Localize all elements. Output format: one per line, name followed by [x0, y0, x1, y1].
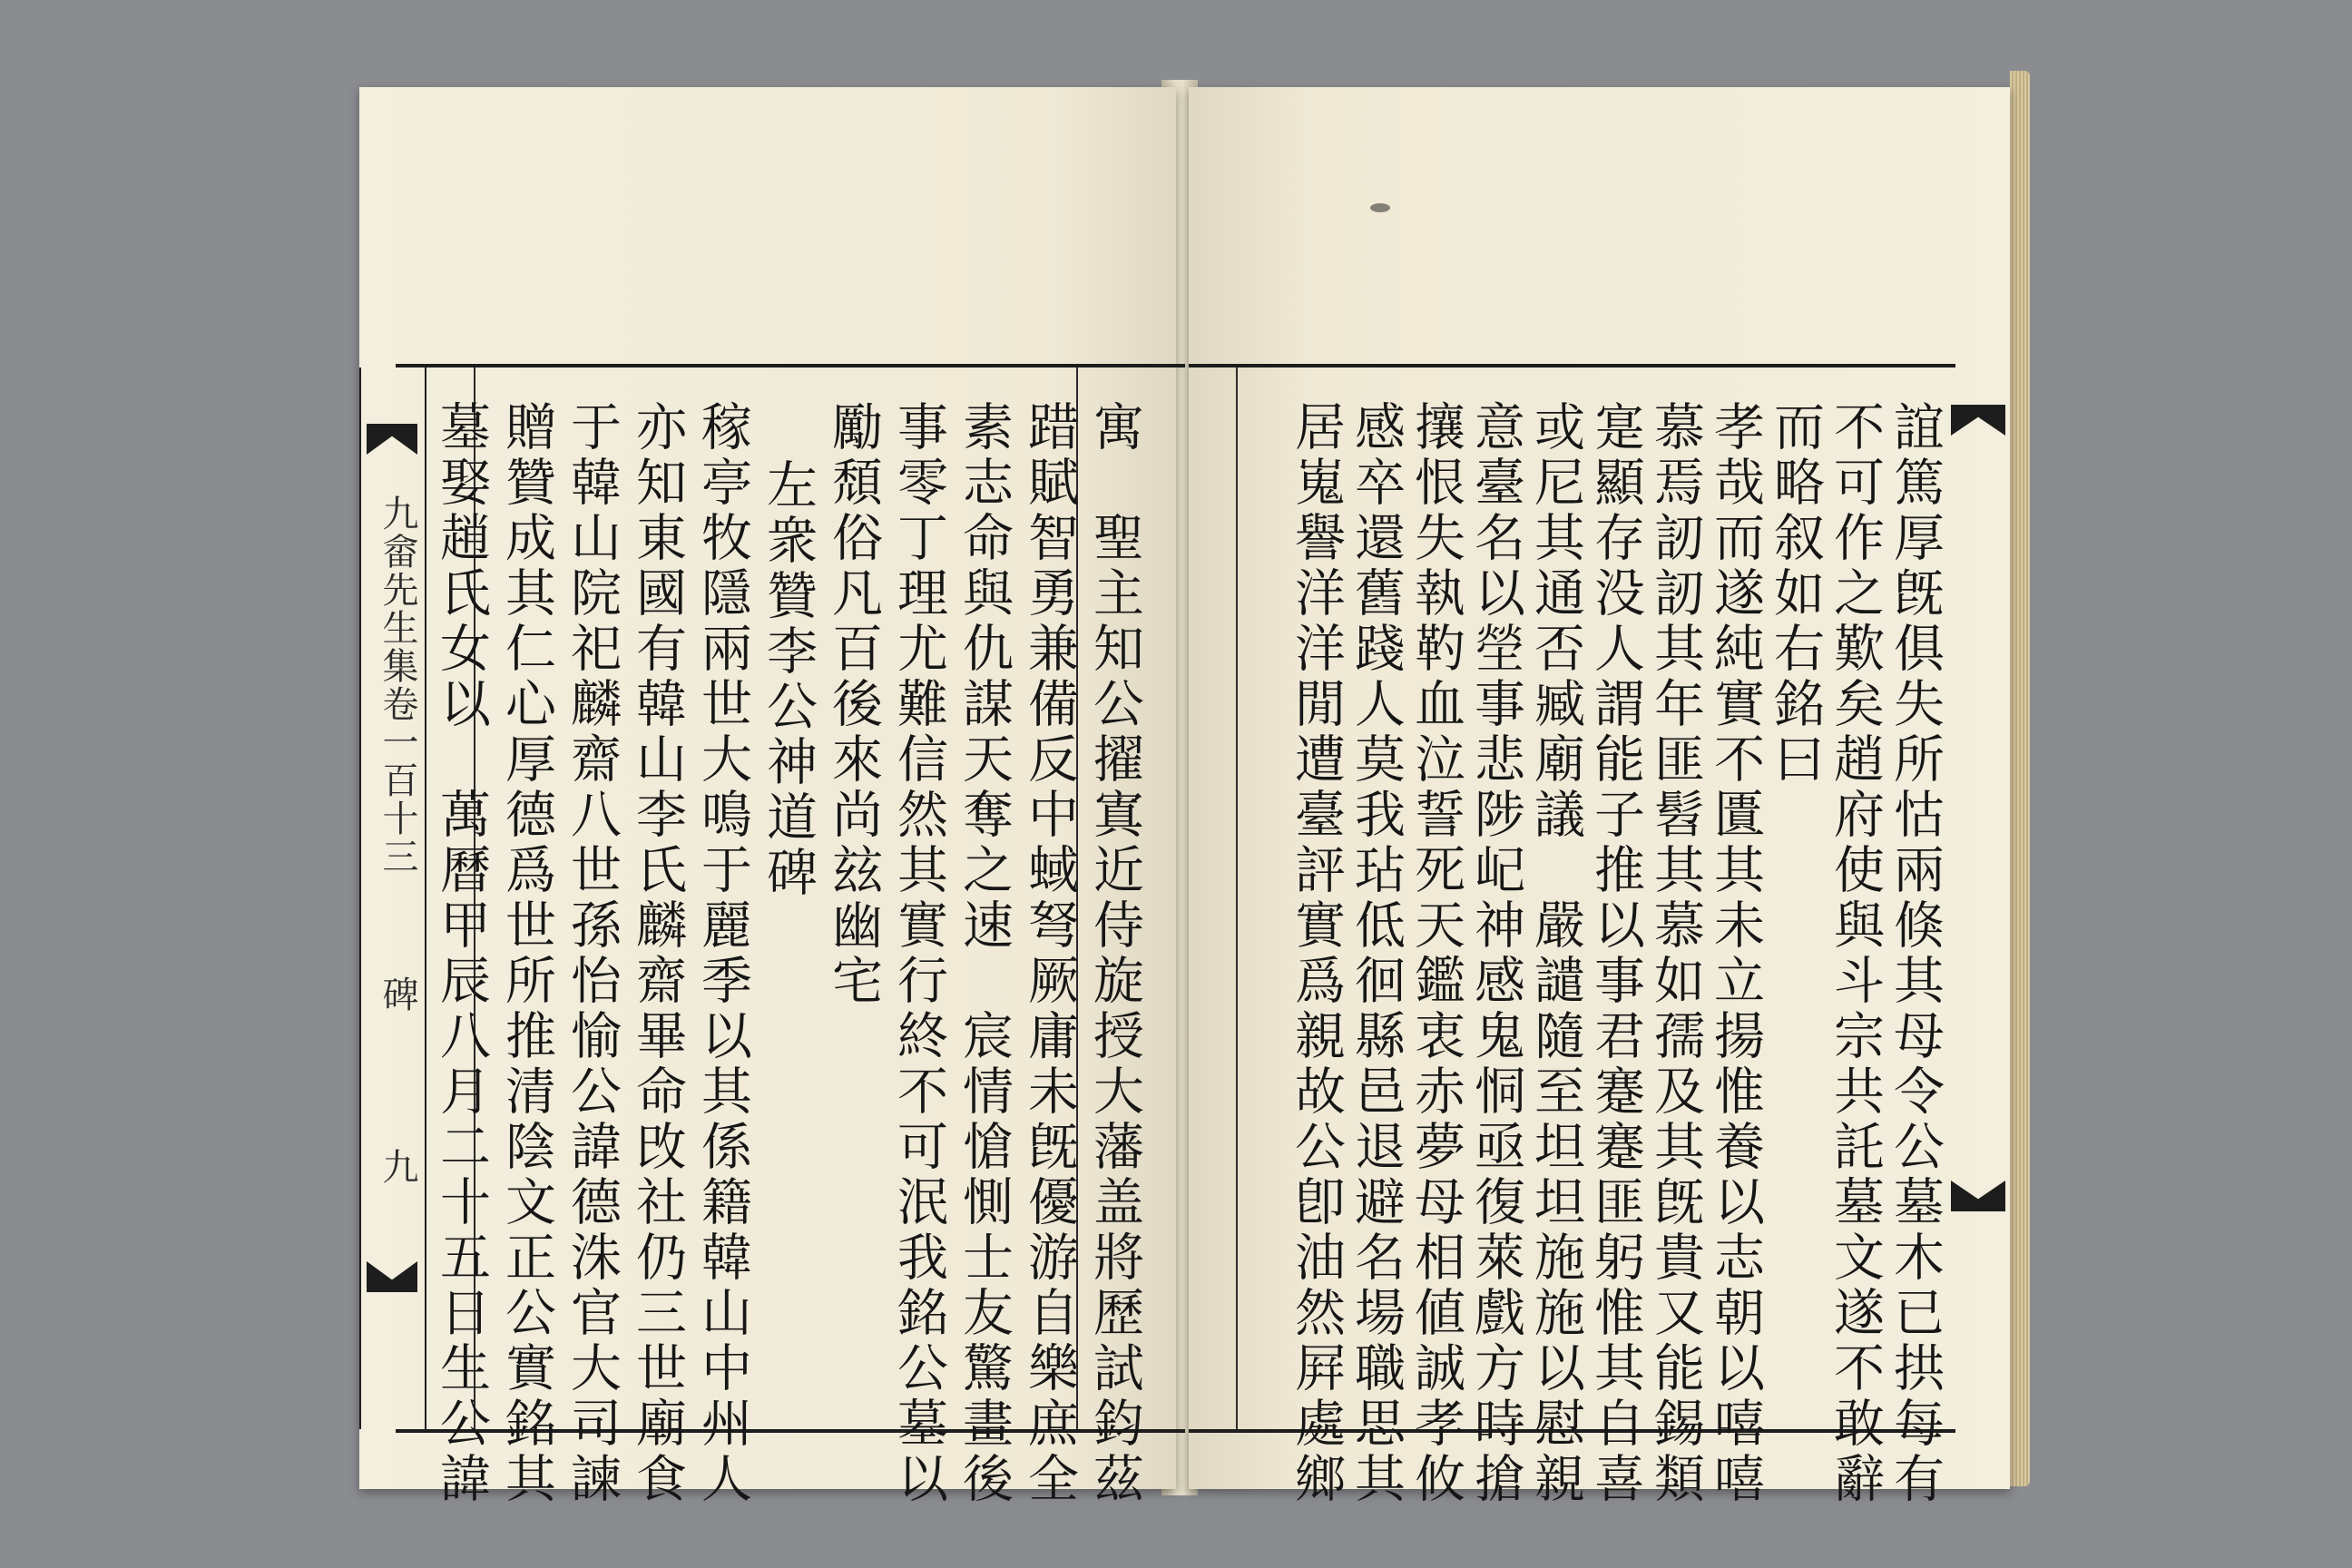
- text-column: 事零丁理尤難信然其實行終不可泯我銘公墓以: [889, 400, 948, 1507]
- upper-fish-tail-mark: [367, 424, 417, 455]
- page-edges: [2010, 71, 2030, 1486]
- text-column: 贈贊成其仁心厚德爲世所推清陰文正公實銘其: [497, 400, 556, 1507]
- book-title: 九畲先生集卷一百十三: [377, 495, 418, 876]
- text-column: 亦知東國有韓山李氏麟齋畢命攺社仍三世廟食: [628, 400, 687, 1507]
- text-column: 孝哉而遂純實不匱其未立揚惟養以志朝以嘻嘻: [1706, 400, 1765, 1507]
- text-column: 于韓山院祀麟齋八世孫怡愉公諱德洙官大司諫: [563, 400, 622, 1507]
- text-column: 踖賦智勇兼備反中蜮弩厥庸未旣優游自樂庶全: [1020, 400, 1079, 1507]
- page-number: 九: [377, 1148, 418, 1184]
- text-column: 寔顯存没人謂能子推以事君蹇蹇匪躬惟其自喜: [1586, 400, 1645, 1507]
- text-column: 慕焉訒訒其年匪髫其慕如孺及其旣貴又能錫類: [1646, 400, 1705, 1507]
- text-column: 寓 聖主知公擢寘近侍旋授大藩盖將歷試鈞茲: [1085, 400, 1144, 1507]
- text-column: 素志命與仇謀天奪之速 宸情愴惻士友驚畫後: [955, 400, 1014, 1507]
- category-label: 碑: [377, 975, 418, 1012]
- right-page: [1189, 87, 2010, 1507]
- right-text-frame: [1189, 364, 1955, 1507]
- upper-fish-tail-mark: [1951, 405, 2005, 436]
- text-column: 攘恨失執靮血泣誓死天鑑衷赤夢母相値誠孝攸: [1406, 400, 1465, 1507]
- lower-fish-tail-mark: [1951, 1181, 2005, 1211]
- text-column: 不可作之歎矣趙府使與斗宗共託墓文遂不敢辭: [1826, 400, 1885, 1507]
- text-column: 墓娶趙氏女以 萬曆甲辰八月二十五日生公諱: [432, 400, 491, 1507]
- open-book: [345, 71, 2024, 1507]
- left-page: [359, 87, 1176, 1507]
- banxin-column: [359, 368, 426, 1429]
- text-column: 或尼其通否臧廟議 嚴譴隨至坦坦施施以慰親: [1526, 400, 1585, 1507]
- column-rule: [1236, 368, 1238, 1429]
- text-column: 勵頹俗凡百後來尚玆幽宅: [824, 400, 883, 1009]
- lower-fish-tail-mark: [367, 1261, 417, 1292]
- ink-stain: [1370, 203, 1390, 212]
- text-column: 意臺名以塋事悲陟屺神感鬼恫亟復萊戲方時搶: [1466, 400, 1525, 1507]
- text-column: 稼亭牧隱兩世大鳴于麗季以其係籍韓山中州人: [693, 400, 752, 1507]
- left-text-frame: [377, 364, 1185, 1507]
- text-column: 誼篤厚旣俱失所怙兩倏其母令公墓木已拱每有: [1886, 400, 1945, 1507]
- text-column: 而略叙如右銘曰: [1766, 400, 1825, 788]
- section-heading: 左衆贊李公神道碑: [759, 458, 818, 901]
- text-column: 居嵬譽洋洋閒遭臺評實爲親故公卽油然屛處鄉: [1287, 400, 1346, 1507]
- text-column: 感卒還舊踐人莫我玷低徊縣邑退避名場職思其: [1347, 400, 1406, 1507]
